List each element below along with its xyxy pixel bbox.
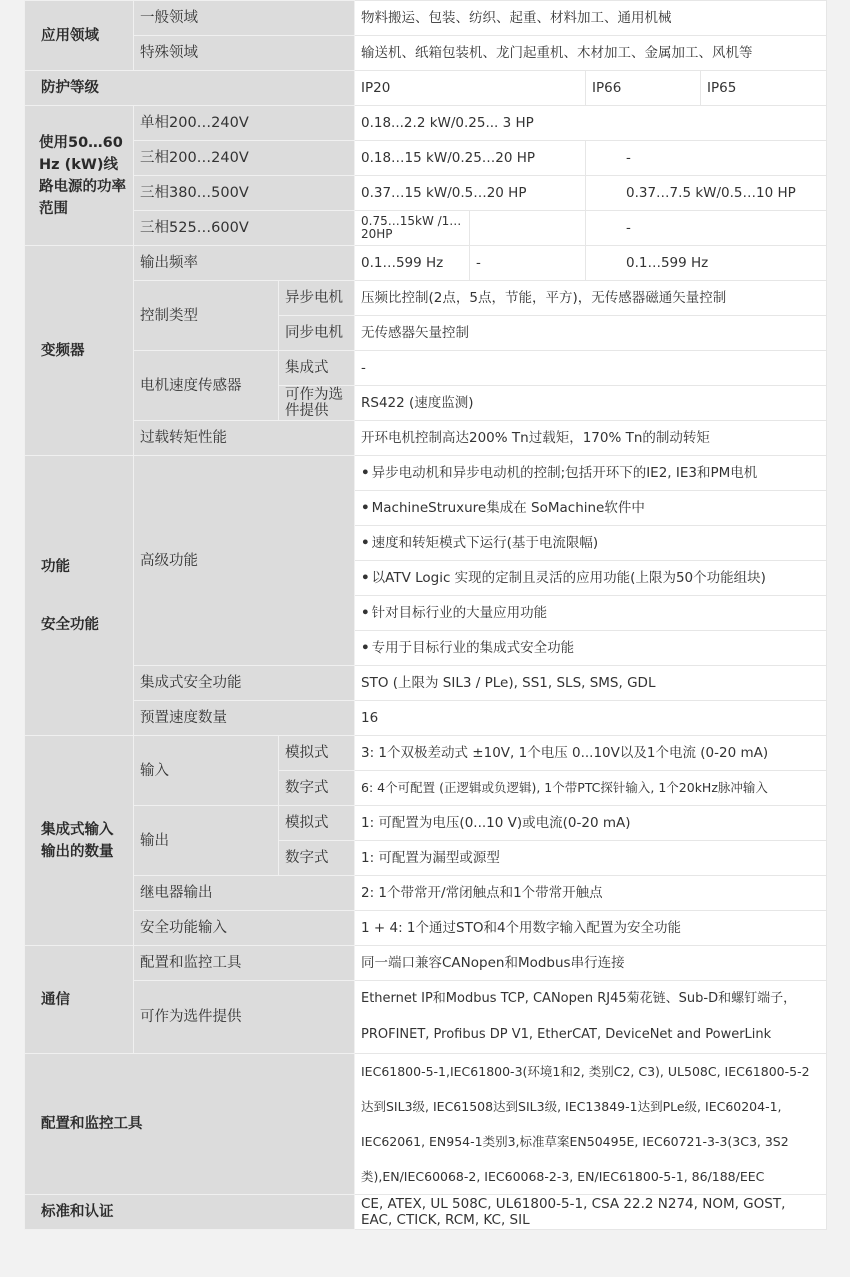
safety-func-label: 集成式安全功能 [134,666,355,701]
special-value: 输送机、纸箱包装机、龙门起重机、木材加工、金属加工、风机等 [355,36,827,71]
power-r3-label: 三相380…500V [134,176,355,211]
comm-optional-value: Ethernet IP和Modbus TCP, CANopen RJ45菊花链、Sub-D和螺钉端子，PROFINET, Profibus DP V1, EtherCAT, DeviceNet and PowerLink [355,981,827,1054]
freq-value3: 0.1…599 Hz [586,246,827,281]
safety-title: 安全功能 [41,616,99,633]
overload-label: 过载转矩性能 [134,421,355,456]
power-r4-label: 三相525…600V [134,211,355,246]
comm-tools-value: 同一端口兼容CANopen和Modbus串行连接 [355,946,827,981]
input-analog-label: 模拟式 [279,736,355,771]
freq-value2: - [470,246,586,281]
advanced-item: • 针对目标行业的大量应用功能 [355,596,827,631]
power-r2-value: 0.18…15 kW/0.25…20 HP [355,141,586,176]
integrated-value: - [355,351,827,386]
advanced-item: • 速度和转矩模式下运行(基于电流限幅) [355,526,827,561]
protection-header: 防护等级 [25,71,355,106]
preset-speed-value: 16 [355,701,827,736]
safety-input-label: 安全功能输入 [134,911,355,946]
safety-input-value: 1 + 4: 1个通过STO和4个用数字输入配置为安全功能 [355,911,827,946]
optional-value: RS422 (速度监测) [355,386,827,421]
power-r2-value2: - [586,141,827,176]
input-digital-value: 6: 4个可配置 (正逻辑或负逻辑), 1个带PTC探针输入, 1个20kHz脉冲输入 [355,771,827,806]
spec-table [24,0,827,1230]
relay-value: 2: 1个带常开/常闭触点和1个带常开触点 [355,876,827,911]
config-value: IEC61800-5-1,IEC61800-3(环境1和2, 类别C2, C3), UL508C, IEC61800-5-2 达到SIL3级, IEC61508达到SIL3级, IEC13849-1达到PLe级, IEC60204-1, IEC62061, EN954-1类别3,标准草案EN50495E, IEC60721-3-3(3C3, 3S2类),EN/IEC60068-2, IEC60068-2-3, EN/IEC61800-5-1, 86/188/EEC [355,1054,827,1195]
protection-ip66: IP66 [586,71,701,106]
advanced-item: • 异步电动机和异步电动机的控制;包括开环下的IE2, IE3和PM电机 [355,456,827,491]
advanced-item: • 专用于目标行业的集成式安全功能 [355,631,827,666]
power-r4-value: 0.75…15kW /1…20HP [355,211,470,246]
power-r3-value2: 0.37…7.5 kW/0.5…10 HP [586,176,827,211]
comm-tools-label: 配置和监控工具 [134,946,355,981]
power-r2-label: 三相200…240V [134,141,355,176]
input-label: 输入 [134,736,279,806]
protection-ip20: IP20 [355,71,586,106]
protection-ip65: IP65 [701,71,827,106]
sync-label: 同步电机 [279,316,355,351]
input-analog-value: 3: 1个双极差动式 ±10V, 1个电压 0...10V以及1个电流 (0-20 mA) [355,736,827,771]
integrated-label: 集成式 [279,351,355,386]
spec-sheet [24,0,826,1230]
input-digital-label: 数字式 [279,771,355,806]
general-label: 一般领域 [134,1,355,36]
special-label: 特殊领域 [134,36,355,71]
output-analog-label: 模拟式 [279,806,355,841]
function-header [25,456,134,736]
inverter-header: 变频器 [25,246,134,456]
app-header: 应用领域 [25,1,134,71]
general-value: 物料搬运、包装、纺织、起重、材料加工、通用机械 [355,1,827,36]
output-digital-value: 1: 可配置为漏型或源型 [355,841,827,876]
function-title: 功能 [41,558,70,575]
power-r1-label: 单相200…240V [134,106,355,141]
output-digital-label: 数字式 [279,841,355,876]
async-label: 异步电机 [279,281,355,316]
advanced-label: 高级功能 [134,456,355,666]
comm-header: 通信 [25,946,134,1054]
ctrl-label: 控制类型 [134,281,279,351]
power-r1-value: 0.18...2.2 kW/0.25... 3 HP [355,106,827,141]
freq-label: 输出频率 [134,246,355,281]
overload-value: 开环电机控制高达200% Tn过载矩，170% Tn的制动转矩 [355,421,827,456]
power-header: 使用50…60 Hz (kW)线路电源的功率范围 [25,106,134,246]
standards-value: CE, ATEX, UL 508C, UL61800-5-1, CSA 22.2 N274, NOM, GOST, EAC, CTICK, RCM, KC, SIL [355,1195,827,1230]
power-r3-value: 0.37…15 kW/0.5…20 HP [355,176,586,211]
advanced-item: • MachineStruxure集成在 SoMachine软件中 [355,491,827,526]
advanced-item: • 以ATV Logic 实现的定制且灵活的应用功能(上限为50个功能组块) [355,561,827,596]
relay-label: 继电器输出 [134,876,355,911]
io-header: 集成式输入输出的数量 [25,736,134,946]
power-r4-value2: - [586,211,827,246]
optional-label: 可作为选件提供 [279,386,355,421]
config-header: 配置和监控工具 [25,1054,355,1195]
preset-speed-label: 预置速度数量 [134,701,355,736]
comm-optional-label: 可作为选件提供 [134,981,355,1054]
safety-func-value: STO (上限为 SIL3 / PLe), SS1, SLS, SMS, GDL [355,666,827,701]
sensor-label: 电机速度传感器 [134,351,279,421]
async-value: 压频比控制(2点，5点，节能，平方)，无传感器磁通矢量控制 [355,281,827,316]
standards-header: 标准和认证 [25,1195,355,1230]
output-analog-value: 1: 可配置为电压(0...10 V)或电流(0-20 mA) [355,806,827,841]
output-label: 输出 [134,806,279,876]
sync-value: 无传感器矢量控制 [355,316,827,351]
freq-value: 0.1…599 Hz [355,246,470,281]
